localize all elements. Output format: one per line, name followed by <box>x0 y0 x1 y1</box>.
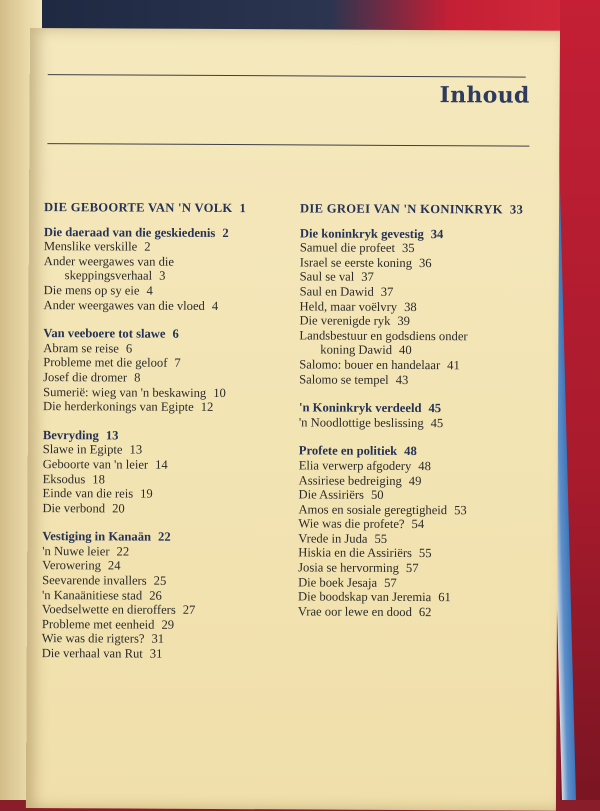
chapter-page-number: 6 <box>172 326 179 341</box>
toc-entry <box>300 299 550 315</box>
entry-page-number: 41 <box>447 358 460 373</box>
title-rule-top <box>48 74 526 78</box>
entry-page-number: 29 <box>161 617 175 632</box>
toc-entry <box>43 486 288 502</box>
toc-entry <box>299 314 549 330</box>
entry-page-number: 22 <box>116 544 130 559</box>
title-rule-bottom <box>47 143 529 147</box>
toc-entry <box>43 370 288 386</box>
entry-page-number: 55 <box>418 546 432 561</box>
entry-page-number: 7 <box>174 356 181 371</box>
entry-page-number: 62 <box>418 604 432 619</box>
entry-title: Saul en Dawid <box>299 284 374 299</box>
section-title: DIE GROEI VAN 'N KONINKRYK <box>300 201 503 217</box>
toc-entry <box>43 472 288 488</box>
entry-title: Saul se val <box>299 269 355 285</box>
entry-title: Samuel die profeet <box>299 240 396 256</box>
toc-entry <box>298 575 548 591</box>
entry-page-number: 12 <box>200 400 214 415</box>
toc-entry <box>300 270 550 286</box>
toc-entry <box>43 341 288 357</box>
entry-page-number: 14 <box>155 457 168 472</box>
toc-entry <box>44 254 289 284</box>
toc-entry <box>42 617 287 633</box>
entry-page-number: 26 <box>149 588 162 603</box>
entry-continuation <box>44 268 289 284</box>
entry-page-number: 18 <box>92 471 105 486</box>
toc-entry <box>44 298 289 314</box>
chapter-page-number: 48 <box>404 444 417 459</box>
entry-title: Vrae oor lewe en dood <box>297 604 412 619</box>
toc-entry <box>42 544 287 560</box>
entry-title: Israel se eerste koning <box>299 255 413 270</box>
toc-group <box>299 401 549 431</box>
toc-entry <box>300 241 550 257</box>
entry-title: Verowering <box>42 558 101 573</box>
entry-title: Slawe in Egipte <box>42 442 123 457</box>
entry-page-number: 20 <box>112 501 125 516</box>
chapter-heading <box>43 326 288 342</box>
toc-entry <box>42 573 287 589</box>
entry-title: Voedselwette en dieroffers <box>41 602 176 618</box>
entry-title-cont: skeppingsverhaal <box>64 268 153 284</box>
chapter-heading <box>43 428 288 444</box>
entry-title: Probleme met eenheid <box>41 616 155 632</box>
entry-page-number: 57 <box>384 575 397 590</box>
entry-title: Elia verwerp afgodery <box>298 458 412 473</box>
entry-title: Held, maar voëlvry <box>299 298 398 314</box>
toc-entry <box>300 255 550 271</box>
entry-page-number: 57 <box>405 561 419 576</box>
entry-page-number: 27 <box>182 603 196 618</box>
entry-page-number: 4 <box>211 298 219 313</box>
toc-entry <box>298 517 548 533</box>
entry-title: Josia se hervorming <box>298 560 399 576</box>
entry-title: 'n Kanaänitiese stad <box>41 587 143 603</box>
toc-column-right <box>298 201 550 634</box>
entry-title: 'n Noodlottige beslissing <box>298 415 424 430</box>
chapter-page-number: 22 <box>158 529 171 545</box>
entry-page-number: 36 <box>418 255 432 270</box>
chapter-page-number: 13 <box>105 428 119 443</box>
toc-entry <box>299 357 549 373</box>
entry-title: Die herderkonings van Egipte <box>42 399 194 414</box>
entry-page-number: 50 <box>370 487 384 502</box>
entry-title: Abram se reise <box>43 340 119 356</box>
entry-page-number: 38 <box>404 299 417 314</box>
entry-title: Menslike verskille <box>43 239 138 254</box>
entry-page-number: 4 <box>146 283 153 298</box>
toc-entry <box>43 442 288 458</box>
toc-entry <box>43 355 288 371</box>
toc-entry <box>44 283 289 299</box>
toc-entry <box>42 501 287 517</box>
chapter-heading <box>42 529 287 545</box>
entry-page-number: 40 <box>398 343 412 358</box>
entry-page-number: 53 <box>454 502 467 517</box>
toc-entry <box>299 473 549 489</box>
chapter-title: Die koninkryk gevestig <box>299 226 424 241</box>
toc-entry <box>44 239 289 255</box>
chapter-title: Bevryding <box>42 427 99 443</box>
toc-entry <box>42 632 287 648</box>
entry-title: Die boek Jesaja <box>298 575 378 590</box>
entry-title: Seevarende invallers <box>42 573 147 588</box>
chapter-title: 'n Koninkryk verdeeld <box>298 400 422 416</box>
toc-entry <box>298 590 548 606</box>
chapter-page-number: 2 <box>222 225 229 240</box>
chapter-heading <box>299 444 549 460</box>
entry-title: Sumerië: wieg van 'n beskawing <box>43 384 207 400</box>
entry-title: Die boodskap van Jeremia <box>297 589 432 605</box>
entry-page-number: 48 <box>418 458 431 474</box>
toc-column-left <box>42 200 289 676</box>
toc-entry <box>298 502 548 518</box>
toc-group <box>43 326 288 415</box>
entry-title: Vrede in Juda <box>298 531 368 546</box>
toc-entry <box>298 546 548 562</box>
toc-entry <box>42 646 287 662</box>
section-page-number: 1 <box>239 201 247 216</box>
entry-title: Die verhaal van Rut <box>41 646 143 661</box>
entry-title: Eksodus <box>42 471 86 486</box>
entry-title: Josef die dromer <box>43 370 128 385</box>
entry-title: Amos en sosiale geregtigheid <box>298 502 448 517</box>
entry-page-number: 24 <box>107 558 121 573</box>
entry-page-number: 10 <box>213 385 226 400</box>
toc-entry <box>298 560 548 576</box>
entry-page-number: 55 <box>374 531 388 546</box>
entry-page-number: 37 <box>380 284 394 299</box>
entry-title: Ander weergawes van die <box>43 253 175 269</box>
entry-page-number: 54 <box>411 517 425 532</box>
entry-page-number: 61 <box>438 590 451 605</box>
toc-entry <box>43 457 288 473</box>
chapter-page-number: 34 <box>430 226 444 241</box>
toc-group <box>299 226 550 388</box>
entry-page-number: 37 <box>361 270 374 285</box>
toc-entry <box>299 458 549 474</box>
entry-page-number: 19 <box>140 486 153 501</box>
entry-title: Salomo: bouer en handelaar <box>299 357 441 373</box>
entry-title: Landsbestuur en godsdiens onder <box>299 328 468 344</box>
entry-title: Geboorte van 'n leier <box>42 456 149 472</box>
entry-title: Die Assiriërs <box>298 487 365 502</box>
toc-entry <box>42 559 287 575</box>
chapter-page-number: 45 <box>428 401 442 416</box>
entry-title: Die verenigde ryk <box>299 313 391 329</box>
toc-entry <box>298 604 548 620</box>
toc-entry <box>298 531 548 547</box>
entry-page-number: 31 <box>149 646 163 661</box>
toc-group <box>42 428 287 517</box>
entry-page-number: 6 <box>125 341 133 356</box>
chapter-heading <box>300 226 550 242</box>
entry-title: Die mens op sy eie <box>43 283 140 298</box>
section-title: DIE GEBOORTE VAN 'N VOLK <box>44 200 233 216</box>
chapter-title: Die daeraad van die geskiedenis <box>43 224 216 240</box>
entry-continuation <box>299 343 549 359</box>
entry-title: Ander weergawes van die vloed <box>43 297 205 313</box>
entry-page-number: 35 <box>401 241 415 256</box>
toc-entry <box>43 399 288 415</box>
entry-title: Probleme met die geloof <box>43 355 168 371</box>
entry-page-number: 43 <box>395 372 409 387</box>
entry-page-number: 2 <box>144 239 151 254</box>
toc-entry <box>300 284 550 300</box>
toc-entry <box>42 602 287 618</box>
entry-page-number: 13 <box>129 442 143 457</box>
section-heading <box>44 200 289 216</box>
toc-entry <box>43 385 288 401</box>
entry-title: Wie was die profete? <box>298 516 405 532</box>
entry-page-number: 8 <box>134 370 141 385</box>
toc-entry <box>42 588 287 604</box>
entry-page-number: 25 <box>153 573 167 588</box>
toc-entry <box>299 372 549 388</box>
entry-title: Wie was die rigters? <box>41 631 145 647</box>
toc-entry <box>299 328 549 358</box>
entry-page-number: 45 <box>430 415 444 430</box>
toc-group <box>42 529 288 662</box>
entry-title: 'n Nuwe leier <box>42 543 110 559</box>
chapter-heading <box>299 401 549 417</box>
entry-page-number: 39 <box>397 314 411 329</box>
chapter-heading <box>44 225 289 241</box>
page-title: Inhoud <box>439 82 530 109</box>
entry-page-number: 49 <box>408 473 422 488</box>
entry-title: Die verbond <box>42 500 106 516</box>
chapter-title: Vestiging in Kanaän <box>42 529 152 544</box>
toc-entry <box>299 488 549 504</box>
section-heading <box>300 201 550 217</box>
entry-title: Salomo se tempel <box>299 371 389 387</box>
chapter-title: Van veeboere tot slawe <box>43 326 166 341</box>
toc-group <box>44 225 289 314</box>
toc-entry <box>299 415 549 431</box>
toc-group <box>298 444 549 620</box>
entry-page-number: 3 <box>159 269 166 284</box>
entry-title: Assiriese bedreiging <box>298 472 402 488</box>
entry-title: Einde van die reis <box>42 486 134 501</box>
book-page <box>26 28 560 811</box>
chapter-title: Profete en politiek <box>298 443 398 459</box>
section-page-number: 33 <box>509 202 524 217</box>
entry-page-number: 31 <box>151 632 165 647</box>
entry-title: Hiskia en die Assiriërs <box>298 545 412 561</box>
entry-title-cont: koning Dawid <box>320 342 393 358</box>
